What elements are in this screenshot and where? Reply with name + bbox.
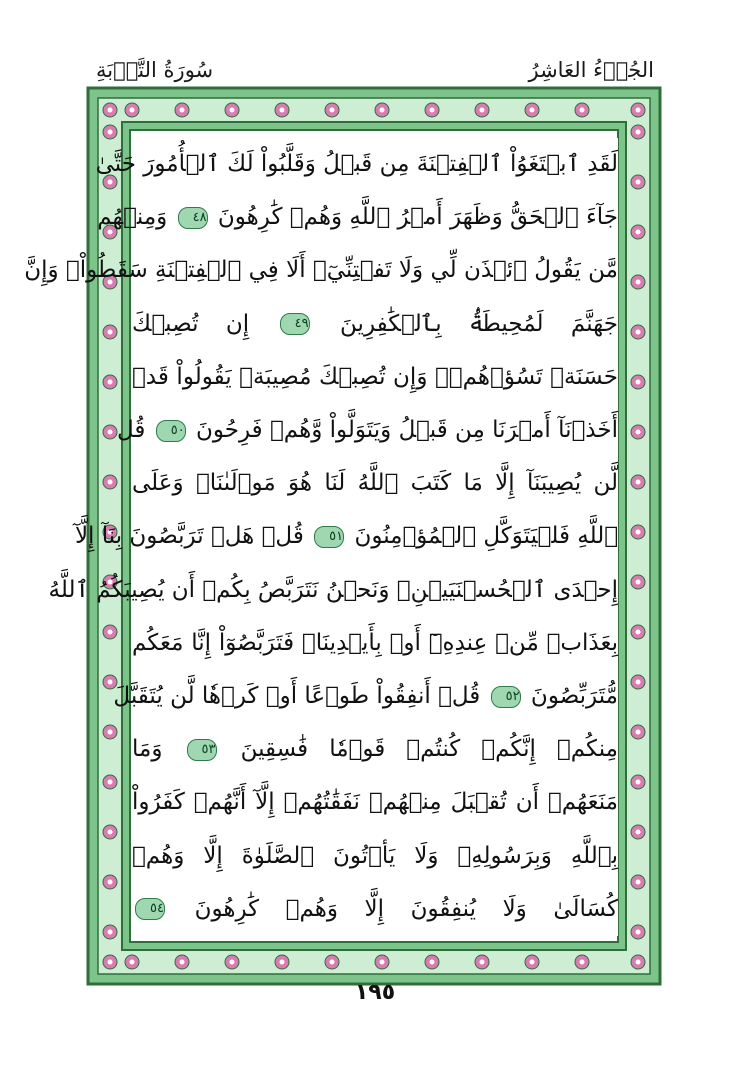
flower-center <box>636 680 641 685</box>
ayah-number-marker: ٥٢ <box>491 686 521 708</box>
ayah-number-marker: ٤٨ <box>178 207 208 229</box>
verse-line <box>24 244 618 297</box>
verse-text: بِعَذَابٖ مِّنۡ عِندِهِۦٓ أَوۡ بِأَيۡدِينَاۖ فَتَرَبَّصُوٓاْ إِنَّا مَعَكُم <box>132 629 618 656</box>
verse-line <box>132 457 618 510</box>
verse-line <box>132 776 618 829</box>
flower-center <box>636 530 641 535</box>
quran-text-area <box>24 138 619 936</box>
flower-center <box>108 960 113 965</box>
flower-center <box>230 960 235 965</box>
flower-center <box>430 108 435 113</box>
flower-center <box>330 108 335 113</box>
verse-line <box>48 564 618 617</box>
flower-center <box>130 108 135 113</box>
verse-line <box>97 191 618 244</box>
verse-line <box>116 404 618 457</box>
flower-center <box>636 380 641 385</box>
flower-center <box>636 930 641 935</box>
flower-center <box>636 880 641 885</box>
flower-center <box>530 108 535 113</box>
verse-text: حَسَنَةٞ تَسُؤۡهُمۡۖ وَإِن تُصِبۡكَ مُصِيبَةٞ يَقُولُواْ قَدۡ <box>132 363 618 390</box>
verse-text: جَهَنَّمَ لَمُحِيطَةُۢ بِٱلۡكَٰفِرِينَ <box>340 310 618 337</box>
verse-line <box>132 883 618 936</box>
flower-center <box>430 960 435 965</box>
verse-text: بِٱللَّهِ وَبِرَسُولِهِۦ وَلَا يَأۡتُونَ ٱلصَّلَوٰةَ إِلَّا وَهُمۡ <box>132 842 618 869</box>
verse-text: مَنَعَهُمۡ أَن تُقۡبَلَ مِنۡهُمۡ نَفَقَٰتُهُمۡ إِلَّآ أَنَّهُمۡ كَفَرُواْ <box>132 789 618 816</box>
flower-center <box>636 730 641 735</box>
flower-center <box>108 630 113 635</box>
flower-center <box>180 960 185 965</box>
surah-name-header: سُورَةُ التَّوۡبَةِ <box>96 58 214 82</box>
flower-center <box>636 108 641 113</box>
flower-center <box>636 180 641 185</box>
flower-center <box>636 230 641 235</box>
flower-center <box>636 480 641 485</box>
verse-text: وَمِنۡهُم <box>97 204 168 231</box>
flower-center <box>530 960 535 965</box>
flower-center <box>636 830 641 835</box>
flower-center <box>108 130 113 135</box>
verse-text: قُل <box>116 417 146 443</box>
flower-center <box>280 960 285 965</box>
ayah-number-marker: ٥٠ <box>156 420 186 442</box>
flower-center <box>108 780 113 785</box>
flower-center <box>108 680 113 685</box>
flower-center <box>636 780 641 785</box>
verse-text: مُّتَرَبِّصُونَ <box>530 683 618 709</box>
verse-line <box>74 510 618 563</box>
verse-text: لَقَدِ ٱبۡتَغَوُاْ ٱلۡفِتۡنَةَ مِن قَبۡلُ وَقَلَّبُواْ لَكَ ٱلۡأُمُورَ حَتَّىٰ <box>95 151 618 177</box>
verse-text: كُسَالَىٰ وَلَا يُنفِقُونَ إِلَّا وَهُمۡ كَٰرِهُونَ <box>194 895 618 922</box>
verse-text: أَخَذۡنَآ أَمۡرَنَا مِن قَبۡلُ وَيَتَوَلَّواْ وَّهُمۡ فَرِحُونَ <box>196 417 618 443</box>
verse-text: قُلۡ أَنفِقُواْ طَوۡعًا أَوۡ كَرۡهٗا لَّن يُتَقَبَّلَ <box>113 683 481 709</box>
verse-line <box>132 298 618 351</box>
flower-center <box>636 630 641 635</box>
verse-text: ٱللَّهِ فَلۡيَتَوَكَّلِ ٱلۡمُؤۡمِنُونَ <box>354 523 618 550</box>
verse-line <box>132 723 618 776</box>
verse-text: إِحۡدَى ٱلۡحُسۡنَيَيۡنِۖ وَنَحۡنُ نَتَرَبَّصُ بِكُمۡ أَن يُصِيبَكُمُ ٱللَّهُ <box>48 576 618 603</box>
flower-center <box>108 730 113 735</box>
flower-center <box>480 960 485 965</box>
flower-center <box>636 580 641 585</box>
flower-center <box>108 108 113 113</box>
verse-text: وَمَا <box>132 736 163 763</box>
verse-text: لَّن يُصِيبَنَآ إِلَّا مَا كَتَبَ ٱللَّهُ لَنَا هُوَ مَوۡلَىٰنَاۚ وَعَلَى <box>132 470 618 497</box>
verse-line <box>132 351 618 404</box>
flower-center <box>330 960 335 965</box>
flower-center <box>580 108 585 113</box>
flower-center <box>580 960 585 965</box>
ayah-number-marker: ٥٤ <box>135 898 165 920</box>
flower-center <box>108 830 113 835</box>
verse-text: مِنكُمۡ إِنَّكُمۡ كُنتُمۡ قَوۡمٗا فَٰسِقِينَ <box>240 736 619 763</box>
ayah-number-marker: ٥١ <box>314 526 344 548</box>
flower-center <box>636 330 641 335</box>
flower-center <box>130 960 135 965</box>
flower-center <box>636 430 641 435</box>
flower-center <box>230 108 235 113</box>
flower-center <box>636 280 641 285</box>
flower-center <box>108 880 113 885</box>
flower-center <box>380 108 385 113</box>
flower-center <box>480 108 485 113</box>
flower-center <box>108 330 113 335</box>
flower-center <box>108 380 113 385</box>
flower-center <box>280 108 285 113</box>
verse-text: مَّن يَقُولُ ٱئۡذَن لِّي وَلَا تَفۡتِنِّيٓۚ أَلَا فِي ٱلۡفِتۡنَةِ سَقَطُواْۗ وَإِنَّ <box>24 257 618 284</box>
flower-center <box>108 480 113 485</box>
verse-line <box>132 830 618 883</box>
flower-center <box>108 430 113 435</box>
ayah-number-marker: ٥٣ <box>187 739 217 761</box>
ayah-number-marker: ٤٩ <box>280 313 310 335</box>
page-number: ١٩٥ <box>354 980 396 1005</box>
verse-text: إِن تُصِبۡكَ <box>132 310 250 337</box>
juz-name-header: الجُزۡءُ العَاشِرُ <box>528 58 654 82</box>
flower-center <box>180 108 185 113</box>
flower-center <box>636 960 641 965</box>
verse-line <box>132 617 618 670</box>
verse-line <box>113 670 618 723</box>
flower-center <box>380 960 385 965</box>
flower-center <box>636 130 641 135</box>
verse-text: قُلۡ هَلۡ تَرَبَّصُونَ بِنَآ إِلَّآ <box>74 523 304 550</box>
verse-line <box>95 138 618 191</box>
flower-center <box>108 930 113 935</box>
verse-text: جَآءَ ٱلۡحَقُّ وَظَهَرَ أَمۡرُ ٱللَّهِ وَهُمۡ كَٰرِهُونَ <box>217 204 618 231</box>
